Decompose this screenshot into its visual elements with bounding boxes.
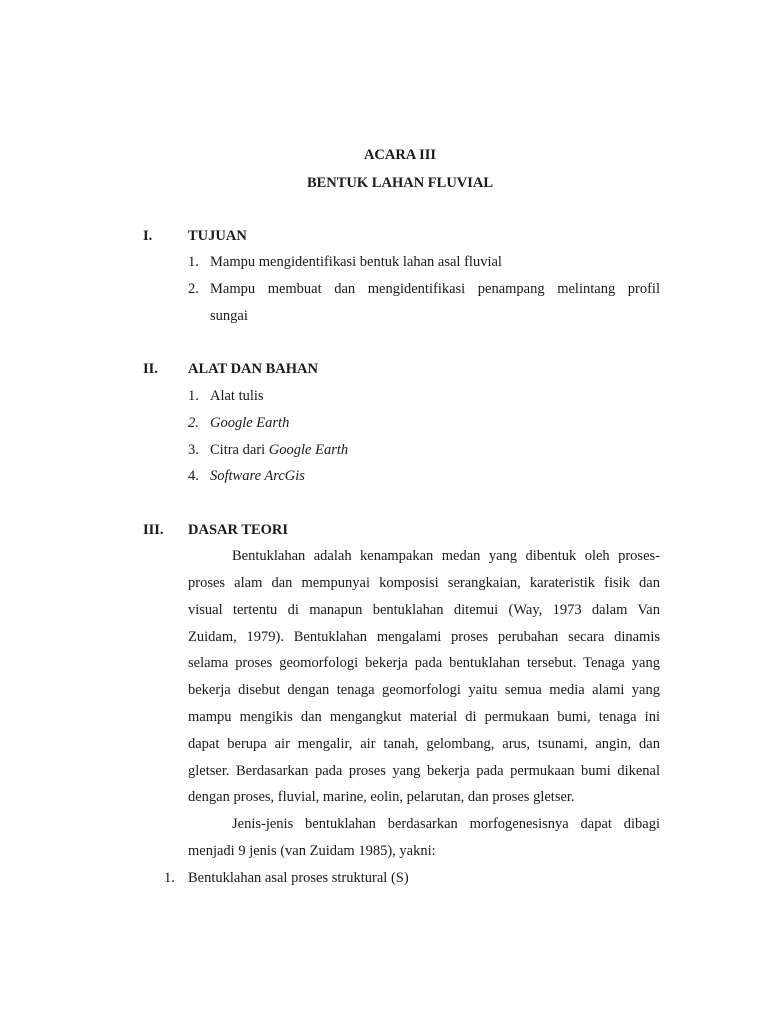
list-item-text: Mampu mengidentifikasi bentuk lahan asal fluvial bbox=[210, 254, 502, 270]
list-item-number: 2. bbox=[188, 281, 199, 297]
document-title: ACARA III bbox=[363, 147, 437, 163]
section-2-number: II. bbox=[143, 361, 158, 377]
section-3-title: DASAR TEORI bbox=[188, 522, 289, 538]
list-item-number: 1. bbox=[188, 388, 199, 404]
paragraph-line: gletser. Berdasarkan pada proses yang bekerja pada permukaan bumi dikenal bbox=[188, 763, 660, 779]
paragraph-line: bekerja disebut dengan tenaga geomorfologi yaitu semua media alami yang bbox=[188, 682, 660, 698]
list-item-text bbox=[210, 442, 348, 459]
list-item-number: 2. bbox=[188, 415, 199, 431]
section-1-number: I. bbox=[143, 228, 153, 244]
list-item-text-plain: Citra dari bbox=[210, 442, 269, 458]
paragraph-line: Jenis-jenis bentuklahan berdasarkan morfogenesisnya dapat dibagi bbox=[232, 816, 660, 832]
paragraph-line: dengan proses, fluvial, marine, eolin, pelarutan, dan proses gletser. bbox=[188, 789, 575, 805]
list-item-text-italic: Google Earth bbox=[268, 442, 349, 458]
list-item-number: 3. bbox=[188, 442, 199, 458]
document-subtitle: BENTUK LAHAN FLUVIAL bbox=[306, 175, 494, 191]
paragraph-line: Bentuklahan adalah kenampakan medan yang dibentuk oleh proses- bbox=[232, 548, 660, 564]
paragraph-line: dapat berupa air mengalir, air tanah, gelombang, arus, tsunami, angin, dan bbox=[188, 736, 660, 752]
list-item-text: Software ArcGis bbox=[210, 468, 305, 484]
paragraph-line: menjadi 9 jenis (van Zuidam 1985), yakni: bbox=[188, 843, 436, 859]
list-item-text-continued: sungai bbox=[210, 308, 248, 324]
paragraph-line: proses alam dan mempunyai komposisi serangkaian, karateristik fisik dan bbox=[188, 575, 660, 591]
list-item-text: Alat tulis bbox=[210, 388, 264, 404]
section-2-title: ALAT DAN BAHAN bbox=[188, 361, 318, 377]
list-item-text: Google Earth bbox=[210, 415, 290, 431]
paragraph-line: Zuidam, 1979). Bentuklahan mengalami proses perubahan secara dinamis bbox=[188, 629, 660, 645]
paragraph-line: selama proses geomorfologi bekerja pada bentuklahan tersebut. Tenaga yang bbox=[188, 655, 660, 671]
paragraph-line: mampu mengikis dan mengangkut material di permukaan bumi, tenaga ini bbox=[188, 709, 660, 725]
list-item-text: Bentuklahan asal proses struktural (S) bbox=[188, 870, 409, 886]
list-item-number: 1. bbox=[188, 254, 199, 270]
list-item-number: 1. bbox=[164, 870, 175, 886]
section-3-number: III. bbox=[143, 522, 164, 538]
list-item-text: Mampu membuat dan mengidentifikasi penampang melintang profil bbox=[210, 281, 660, 297]
paragraph-line: visual tertentu di manapun bentuklahan ditemui (Way, 1973 dalam Van bbox=[188, 602, 660, 618]
list-item-number: 4. bbox=[188, 468, 199, 484]
section-1-title: TUJUAN bbox=[188, 228, 247, 244]
